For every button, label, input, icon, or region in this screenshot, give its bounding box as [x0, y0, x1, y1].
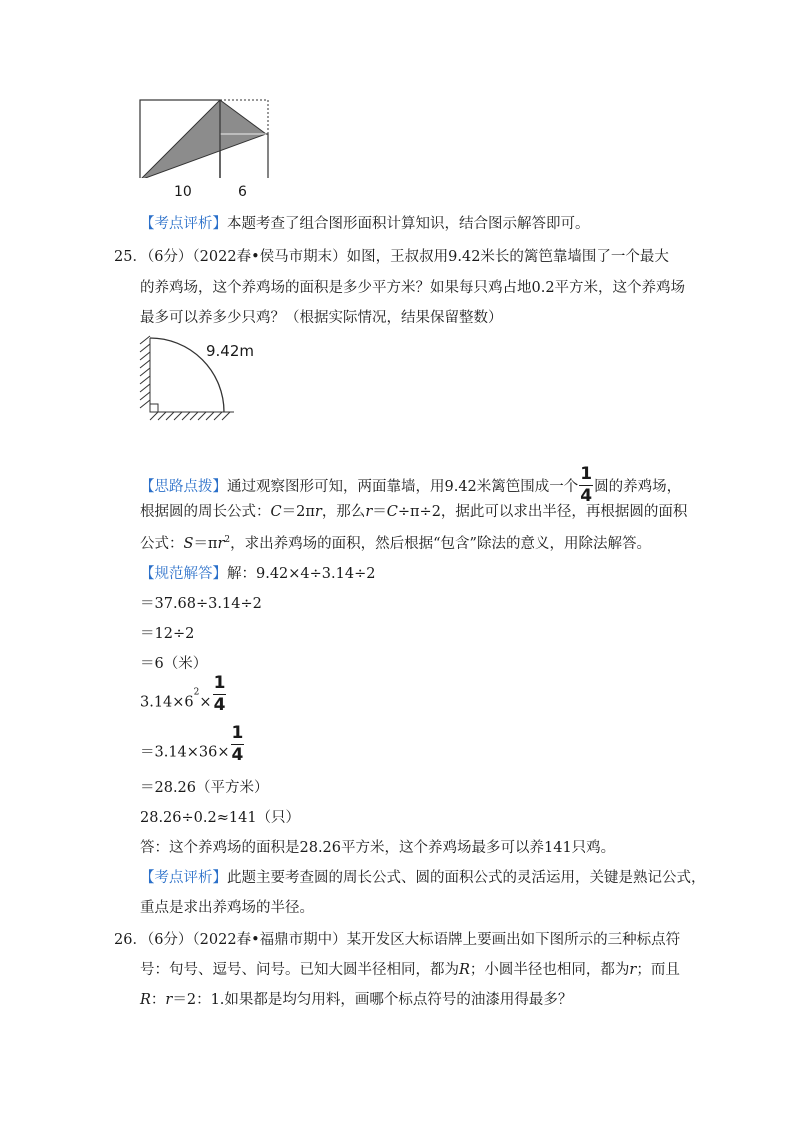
question-26-line-2: 号：句号、逗号、问号。已知大圆半径相同，都为R；小圆半径也相同，都为r；而且 — [140, 962, 680, 978]
analysis-25-line-2: 重点是求出养鸡场的半径。 — [140, 900, 314, 916]
question-26-line-1: 26．（6分）（2022春•福鼎市期中）某开发区大标语牌上要画出如下图所示的三种标点符 — [114, 932, 681, 948]
fraction-one-quarter: $\frac{1}{4}$ — [213, 673, 226, 715]
analysis-25-line-1: 【考点评析】此题主要考查圆的周长公式、圆的面积公式的灵活运用，关键是熟记公式， — [140, 870, 706, 886]
hint-tag: 【思路点拨】 — [140, 479, 227, 495]
figure2-right-angle — [150, 404, 158, 412]
hint-line-1: 【思路点拨】通过观察图形可知，两面靠墙，用9.42米篱笆围成一个 $\frac{1}{4}$ 圆的养鸡场， — [140, 464, 682, 506]
hint-line-2: 根据圆的周长公式：C＝2πr，那么r＝C÷π÷2，据此可以求出半径，再根据圆的面积 — [140, 504, 688, 520]
solution-line-1: 【规范解答】解：9.42×4÷3.14÷2 — [140, 566, 376, 582]
solution-tag: 【规范解答】 — [140, 566, 227, 582]
analysis-tag: 【考点评析】 — [140, 216, 227, 232]
figure1-shaded-triangle — [140, 100, 266, 178]
fraction-one-quarter: $\frac{1}{4}$ — [580, 464, 593, 506]
question-25-line-1: 25．（6分）（2022春•侯马市期末）如图，王叔叔用9.42米长的篱笆靠墙围了一个最大 — [114, 249, 669, 265]
figure1-label-right: 6 — [238, 184, 247, 200]
analysis-24: 【考点评析】本题考查了组合图形面积计算知识，结合图示解答即可。 — [140, 216, 590, 232]
analysis-tag: 【考点评析】 — [140, 870, 227, 886]
solution-line-2: ＝37.68÷3.14÷2 — [140, 596, 262, 612]
solution-line-7: ＝28.26（平方米） — [140, 780, 269, 796]
question-25-line-3: 最多可以养多少只鸡？（根据实际情况，结果保留整数） — [140, 310, 503, 326]
solution-line-3: ＝12÷2 — [140, 626, 195, 642]
solution-line-5: $3.14\times 6^2\times$ $\frac{1}{4}$ — [140, 673, 226, 715]
question-26-line-3: R：r＝2：1.如果都是均匀用料，画哪个标点符号的油漆用得最多？ — [140, 992, 573, 1008]
answer-line: 答：这个养鸡场的面积是28.26平方米，这个养鸡场最多可以养141只鸡。 — [140, 840, 616, 856]
solution-line-6: ＝3.14×36× $\frac{1}{4}$ — [140, 723, 244, 765]
solution-line-8: 28.26÷0.2≈141（只） — [140, 810, 301, 826]
solution-line-4: ＝6（米） — [140, 656, 208, 672]
fraction-one-quarter: $\frac{1}{4}$ — [231, 723, 244, 765]
figure2-label: 9.42m — [206, 342, 255, 360]
question-25-line-2: 的养鸡场，这个养鸡场的面积是多少平方米？如果每只鸡占地0.2平方米，这个养鸡场 — [140, 280, 686, 296]
figure1-label-left: 10 — [174, 184, 192, 200]
hint-line-3: 公式：$S=\pi r^2$，求出养鸡场的面积，然后根据“包含”除法的意义，用除法解答。 — [140, 535, 651, 552]
figure-combined-shape — [138, 96, 272, 178]
